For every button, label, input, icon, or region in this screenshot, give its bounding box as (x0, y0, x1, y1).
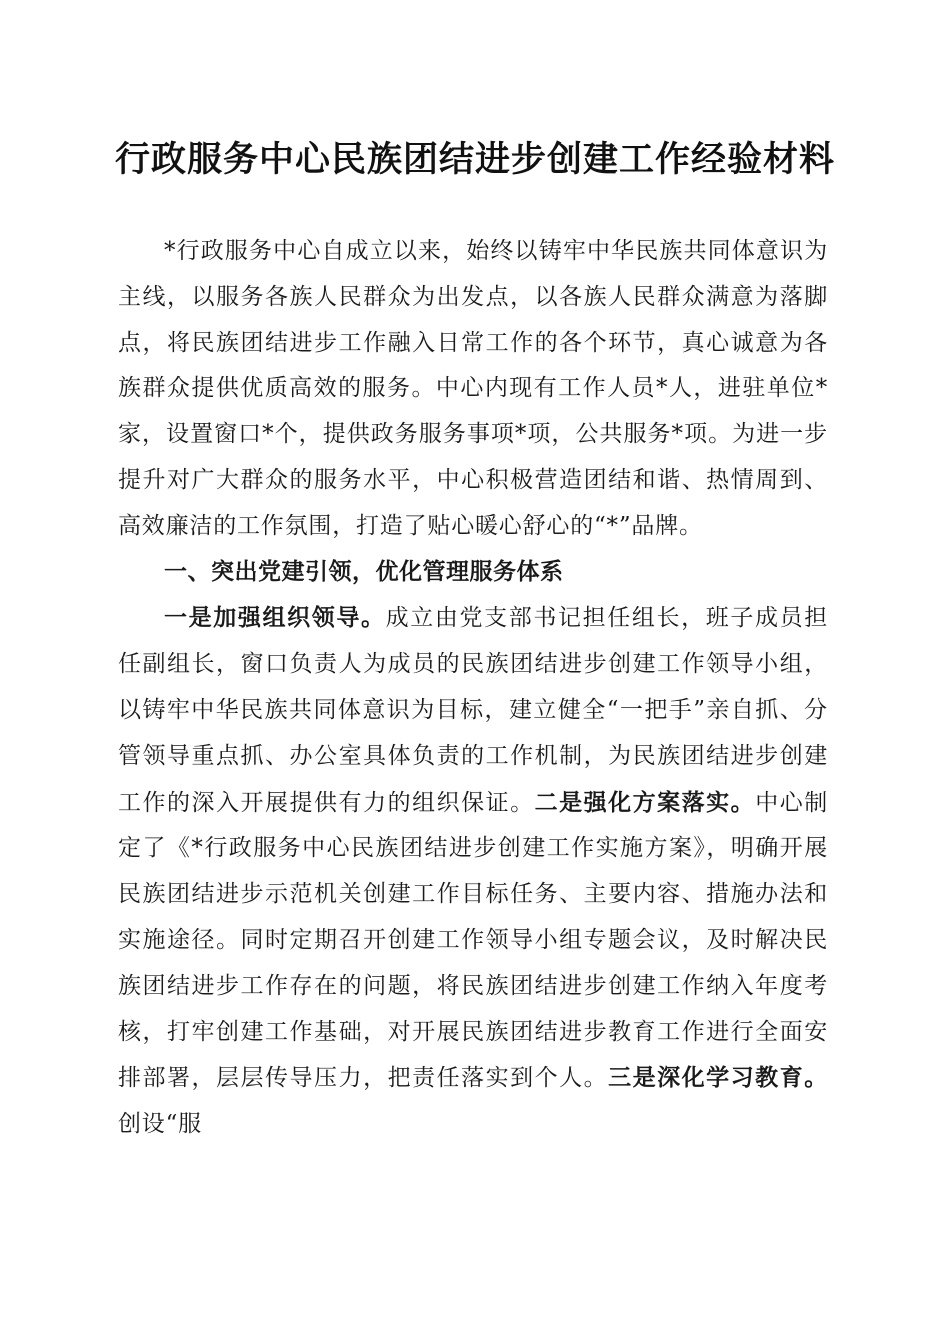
section-1-paragraph (118, 595, 828, 1148)
document-body (118, 229, 828, 1148)
document-title: 行政服务中心民族团结进步创建工作经验材料 (114, 139, 835, 180)
lead-phrase-2: 二是强化方案落实。 (534, 788, 756, 816)
intro-paragraph: *行政服务中心自成立以来，始终以铸牢中华民族共同体意识为主线，以服务各族人民群众为出发点，以各族人民群众满意为落脚点，将民族团结进步工作融入日常工作的各个环节，真心诚意为各族群众提供优质高效的服务。中心内现有工作人员*人，进驻单位*家，设置窗口*个，提供政务服务事项*项，公共服务*项。为进一步提升对广大群众的服务水平，中心积极营造团结和谐、热情周到、高效廉洁的工作氛围，打造了贴心暖心舒心的“*”品牌。 (118, 238, 828, 539)
section-1-text-2: 中心制定了《*行政服务中心民族团结进步创建工作实施方案》，明确开展民族团结进步示范机关创建工作目标任务、主要内容、措施办法和实施途径。同时定期召开创建工作领导小组专题会议，及时解决民族团结进步工作存在的问题，将民族团结进步创建工作纳入年度考核，打牢创建工作基础，对开展民族团结进步教育工作进行全面安排部署，层层传导压力，把责任落实到个人。 (118, 789, 829, 1092)
section-heading-1: 一、突出党建引领，优化管理服务体系 (164, 558, 564, 585)
section-1-text-3: 创设“服 (118, 1111, 202, 1138)
lead-phrase-3: 三是深化学习教育。 (608, 1064, 828, 1092)
section-1-text-1: 成立由党支部书记担任组长，班子成员担任副组长，窗口负责人为成员的民族团结进步创建工作领导小组，以铸牢中华民族共同体意识为目标，建立健全“一把手”亲自抓、分管领导重点抓、办公室具体负责的工作机制，为民族团结进步创建工作的深入开展提供有力的组织保证。 (118, 605, 828, 816)
lead-phrase-1: 一是加强组织领导。 (164, 604, 386, 632)
